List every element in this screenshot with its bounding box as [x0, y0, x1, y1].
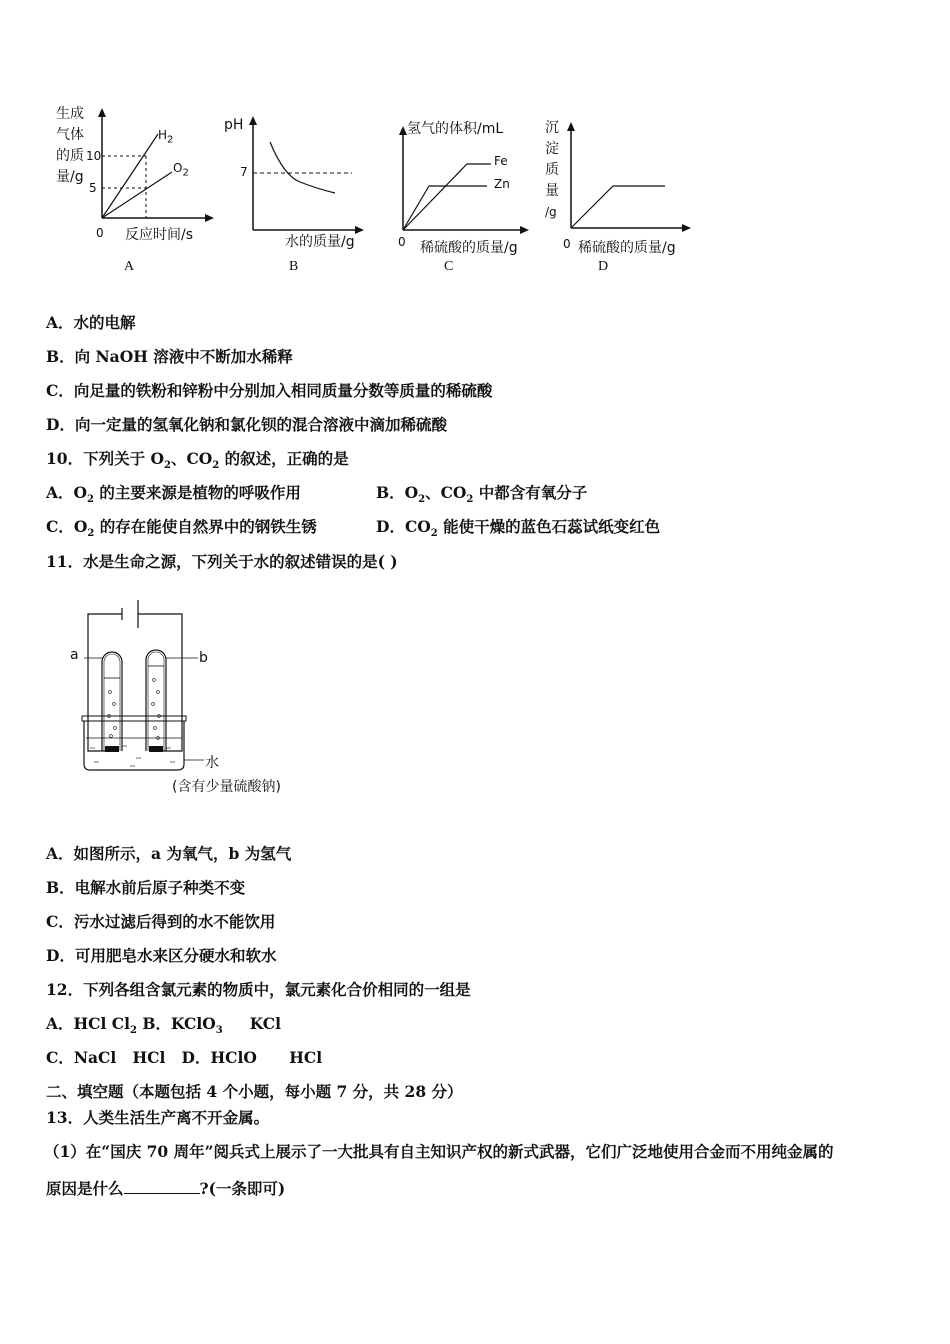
q10-option-part: D．CO: [376, 517, 431, 536]
q10-stem-part: 的叙述，正确的是: [219, 449, 349, 468]
o2-line: [102, 172, 172, 218]
graph-c-fe-label: Fe: [494, 154, 508, 168]
q11-option-b: B．电解水前后原子种类不变: [46, 878, 246, 897]
q13-1-text: 原因是什么: [46, 1179, 124, 1198]
o2-text: O: [173, 161, 183, 175]
subscript: 2: [430, 528, 438, 540]
graph-b-ylabel: pH: [224, 117, 244, 133]
q12-row-1: [46, 1012, 281, 1036]
o2-sub: 2: [182, 167, 189, 179]
graph-a-origin: 0: [96, 226, 104, 240]
q11-stem: 11．水是生命之源，下列关于水的叙述错误的是( ): [46, 552, 398, 571]
graph-a-caption: A: [124, 259, 135, 274]
ph-curve: [270, 142, 335, 193]
graph-a-tick-5: 5: [89, 181, 97, 195]
graph-d-ylabel-line: 量: [545, 183, 559, 199]
q9-option-c: C．向足量的铁粉和锌粉中分别加入相同质量分数等质量的稀硫酸: [46, 381, 493, 400]
graph-d-ylabel-line: 质: [545, 162, 559, 178]
h2-sub: 2: [167, 134, 174, 146]
q10-option-d: [376, 515, 660, 539]
graph-c-zn-label: Zn: [494, 177, 510, 191]
graph-d-ylabel-line: /g: [545, 205, 557, 219]
q13-1-line-1: （1）在“国庆 70 周年”阅兵式上展示了一大批具有自主知识产权的新式武器，它们广泛地使用合金而不用纯金属的: [44, 1142, 834, 1161]
graph-d-ylabel: [545, 118, 559, 223]
graph-b-tick-7: 7: [240, 165, 248, 179]
q10-option-part: B．O: [376, 483, 419, 502]
graph-d-ylabel-line: 沉: [545, 120, 559, 136]
subscript: 2: [163, 460, 171, 472]
q13-1-line-2: [46, 1177, 285, 1199]
graph-d-xlabel: 稀硫酸的质量/g: [578, 240, 676, 256]
subscript: 2: [87, 494, 94, 506]
fe-line: [403, 164, 491, 230]
graph-a-ylabel-line: 量/g: [56, 169, 84, 185]
electrolysis-apparatus: [70, 596, 240, 776]
graph-a-h2-label: [158, 128, 173, 145]
precipitate-line: [571, 186, 665, 228]
h2-text: H: [158, 128, 168, 142]
graph-c-origin: 0: [398, 235, 406, 249]
q13-1-text: ?(一条即可): [199, 1179, 286, 1198]
q10-stem-part: 、CO: [170, 449, 213, 468]
q11-option-a: A．如图所示，a 为氧气，b 为氢气: [46, 844, 292, 863]
q10-option-part: C．O: [46, 517, 88, 536]
q11-option-d: D．可用肥皂水来区分硬水和软水: [46, 946, 277, 965]
q9-option-a: A．水的电解: [46, 313, 136, 332]
q10-option-part: 的存在能使自然界中的钢铁生锈: [94, 517, 317, 536]
graph-a-tick-10: 10: [86, 149, 102, 163]
q10-option-c: [46, 515, 317, 539]
q13-stem: 13．人类生活生产离不开金属。: [46, 1108, 270, 1127]
graph-b-xlabel: 水的质量/g: [285, 234, 355, 250]
q10-option-b: [376, 481, 587, 505]
q10-stem-part: 10．下列关于 O: [46, 449, 164, 468]
q10-option-part: 、CO: [425, 483, 467, 502]
q10-option-part: 的主要来源是植物的呼吸作用: [94, 483, 301, 502]
graph-b-caption: B: [289, 259, 299, 274]
graph-a-ylabel-line: 气体: [56, 127, 84, 143]
q9-option-b: B．向 NaOH 溶液中不断加水稀释: [46, 347, 293, 366]
graph-d-origin: 0: [563, 237, 571, 251]
graph-a-ylabel-line: 生成: [56, 106, 84, 122]
fig-note: (含有少量硫酸钠): [172, 779, 281, 795]
graph-d-ylabel-line: 淀: [545, 141, 559, 157]
q10-stem: [46, 447, 349, 471]
q12-row-2: C．NaCl HCl D．HClO HCl: [46, 1048, 323, 1067]
answer-blank[interactable]: [124, 1179, 200, 1194]
q12-row-part: A．HCl Cl: [46, 1014, 131, 1033]
graph-a-ylabel: [56, 104, 84, 188]
graph-b-axes: [240, 114, 365, 234]
q12-row-part: KCl: [222, 1014, 282, 1033]
section-2-title: 二、填空题（本题包括 4 个小题，每小题 7 分，共 28 分）: [46, 1082, 463, 1101]
subscript: 2: [466, 494, 474, 506]
q10-option-part: 能使干燥的蓝色石蕊试纸变红色: [437, 517, 661, 536]
subscript: 2: [418, 494, 426, 506]
q10-option-part: 中都含有氧分子: [473, 483, 588, 502]
subscript: 2: [87, 528, 95, 540]
graph-c-caption: C: [444, 259, 454, 274]
graph-a-axes: [80, 108, 215, 228]
q9-option-d: D．向一定量的氢氧化钠和氯化钡的混合溶液中滴加稀硫酸: [46, 415, 447, 434]
zn-line: [403, 186, 487, 230]
fig-label-a: a: [70, 647, 79, 663]
graph-d-axes: [563, 120, 693, 232]
graph-c-xlabel: 稀硫酸的质量/g: [420, 240, 518, 256]
q12-stem: 12．下列各组含氯元素的物质中，氯元素化合价相同的一组是: [46, 980, 471, 999]
graph-a-xlabel: 反应时间/s: [125, 227, 194, 243]
q10-option-part: A．O: [46, 483, 88, 502]
fig-label-water: 水: [205, 755, 219, 771]
q10-option-a: [46, 481, 301, 505]
q12-row-part: B．KClO: [137, 1014, 216, 1033]
subscript: 2: [130, 1025, 137, 1037]
graph-d-caption: D: [598, 259, 609, 274]
fig-label-b: b: [199, 650, 208, 666]
q11-option-c: C．污水过滤后得到的水不能饮用: [46, 912, 276, 931]
subscript: 2: [212, 460, 220, 472]
subscript: 3: [215, 1025, 223, 1037]
h2-line: [102, 134, 158, 218]
graph-a-ylabel-line: 的质: [56, 148, 84, 164]
graph-a-o2-label: [173, 161, 189, 178]
graph-c-ylabel: 氢气的体积/mL: [407, 121, 504, 137]
